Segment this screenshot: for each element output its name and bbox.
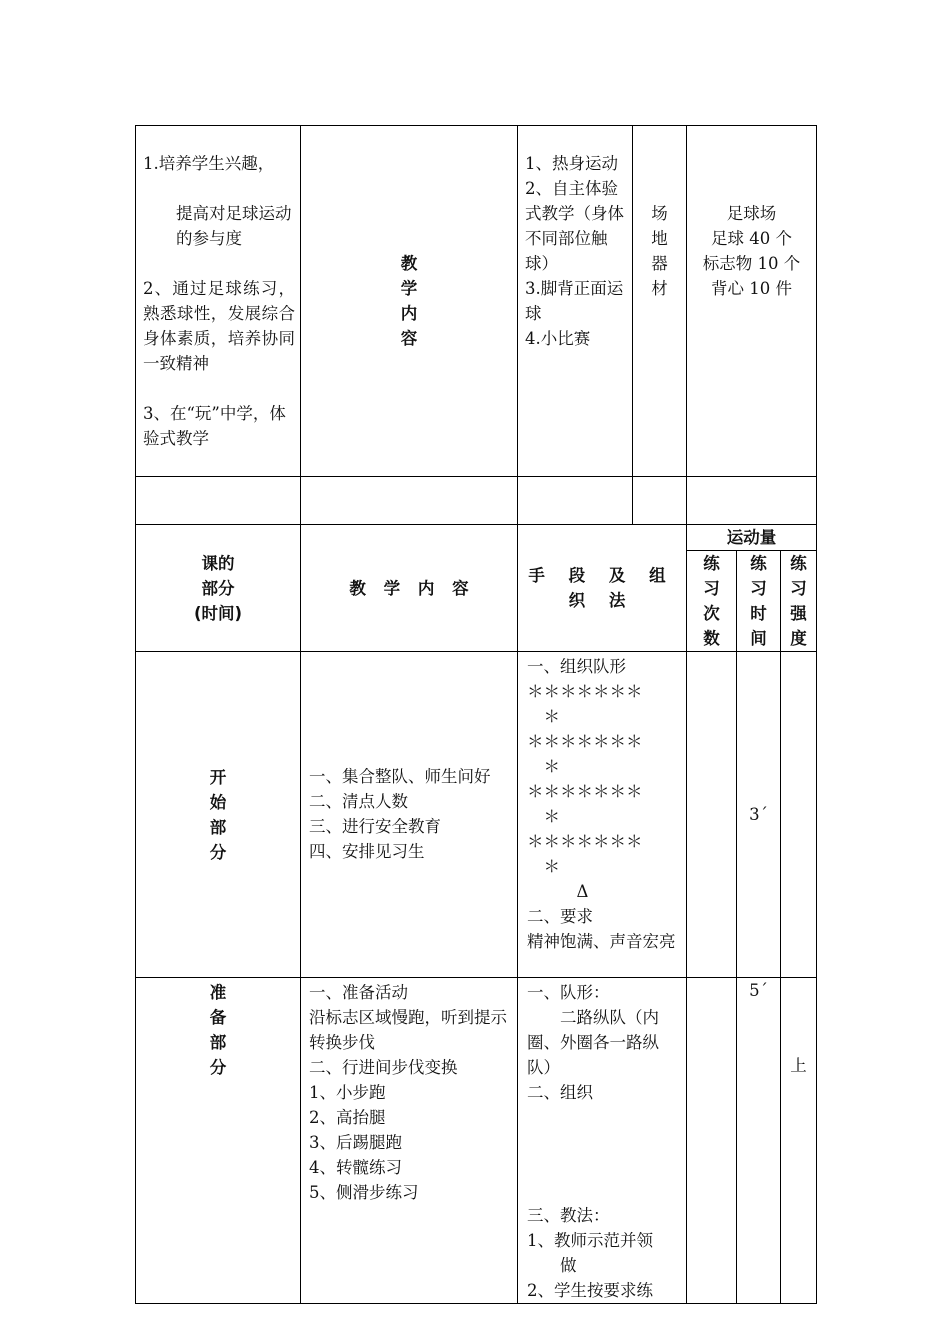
header-content-cell [301, 525, 518, 652]
header-load: 运动量 [726, 528, 777, 547]
section-reps-cell [687, 652, 737, 978]
section-reps-cell [687, 978, 737, 1304]
section-method-cell [518, 652, 687, 978]
equipment-header: 场地器材 [651, 204, 668, 298]
section-part-prep: 准备部分 [209, 983, 227, 1077]
section-content-cell [301, 978, 518, 1304]
section-intensity-cell [781, 978, 817, 1304]
lesson-plan-table [135, 125, 817, 1304]
section-method-prep-b: 三、教法： 1、教师示范并领 做 2、学生按要求练 [527, 1206, 653, 1300]
objective-line-4: 3、在“玩”中学，体验式教学 [143, 404, 286, 448]
section-row-start [136, 652, 817, 978]
section-part-cell [136, 978, 301, 1304]
section-method-prep-a: 一、队形： 二路纵队（内圈、外圈各一路纵队） 二、组织 [527, 983, 659, 1102]
header-reps-cell [687, 551, 737, 652]
blank-row [136, 477, 817, 525]
equipment-items: 足球场 足球 40 个 标志物 10 个 背心 10 件 [702, 204, 801, 298]
content-items: 1、热身运动 2、自主体验式教学（身体不同部位触球） 3.脚背正面运球 4.小比赛 [525, 154, 624, 348]
objectives-row [136, 126, 817, 477]
objective-line-2: 提高对足球运动的参与度 [176, 204, 292, 248]
header-method-cell [518, 525, 687, 652]
section-content-prep: 一、准备活动 沿标志区域慢跑，听到提示转换步伐 二、行进间步伐变换 1、小步跑 2、高抬腿 3、后踢腿跑 4、转髋练习 5、侧滑步练习 [309, 983, 507, 1202]
section-reps-prep [687, 978, 736, 980]
objective-line-3: 2、通过足球练习，熟悉球性，发展综合身体素质，培养协同一致精神 [143, 279, 295, 373]
header-content: 教 学 内 容 [349, 578, 469, 598]
section-content-cell [301, 652, 518, 978]
header-row-1 [136, 525, 817, 551]
objective-line-1: 1.培养学生兴趣， [143, 154, 275, 173]
section-time-prep: 5´ [749, 981, 768, 1000]
header-time-cell [737, 551, 781, 652]
section-time-cell [737, 978, 781, 1304]
equipment-items-cell [687, 126, 817, 477]
content-header-cell [301, 126, 518, 477]
objectives-cell [136, 126, 301, 477]
section-method-start: 一、组织队形 ＊＊＊＊＊＊＊ ＊ ＊＊＊＊＊＊＊ ＊ ＊＊＊＊＊＊＊ ＊ ＊＊＊＊＊＊＊ ＊ Δ 二、要求 精神饱满、声音宏亮 [527, 657, 676, 951]
content-header: 教学内容 [400, 254, 418, 348]
section-row-prep [136, 978, 817, 1304]
header-time: 练习时间 [750, 554, 767, 648]
header-intensity-cell [781, 551, 817, 652]
section-intensity-prep: 上 [790, 1056, 807, 1075]
section-intensity-start [781, 652, 816, 654]
section-part-start: 开始部分 [209, 767, 227, 862]
blank-cell [518, 477, 633, 525]
header-intensity: 练习强度 [790, 554, 807, 648]
section-time-start: 3´ [749, 805, 768, 824]
blank-cell [633, 477, 687, 525]
header-part-cell [136, 525, 301, 652]
header-method: 手 段 及 组 织 法 [528, 566, 666, 610]
section-time-cell [737, 652, 781, 978]
section-method-cell [518, 978, 687, 1304]
header-reps: 练习次数 [703, 554, 720, 648]
section-content-start: 一、集合整队、师生问好 二、清点人数 三、进行安全教育 四、安排见习生 [309, 767, 491, 861]
content-items-cell [518, 126, 633, 477]
blank-cell [136, 477, 301, 525]
section-reps-start [687, 652, 736, 654]
header-part: 课的 部分 (时间) [193, 553, 243, 623]
section-part-cell [136, 652, 301, 978]
equipment-header-cell [633, 126, 687, 477]
header-load-cell [687, 525, 817, 551]
blank-cell [687, 477, 817, 525]
blank-cell [301, 477, 518, 525]
section-intensity-cell [781, 652, 817, 978]
